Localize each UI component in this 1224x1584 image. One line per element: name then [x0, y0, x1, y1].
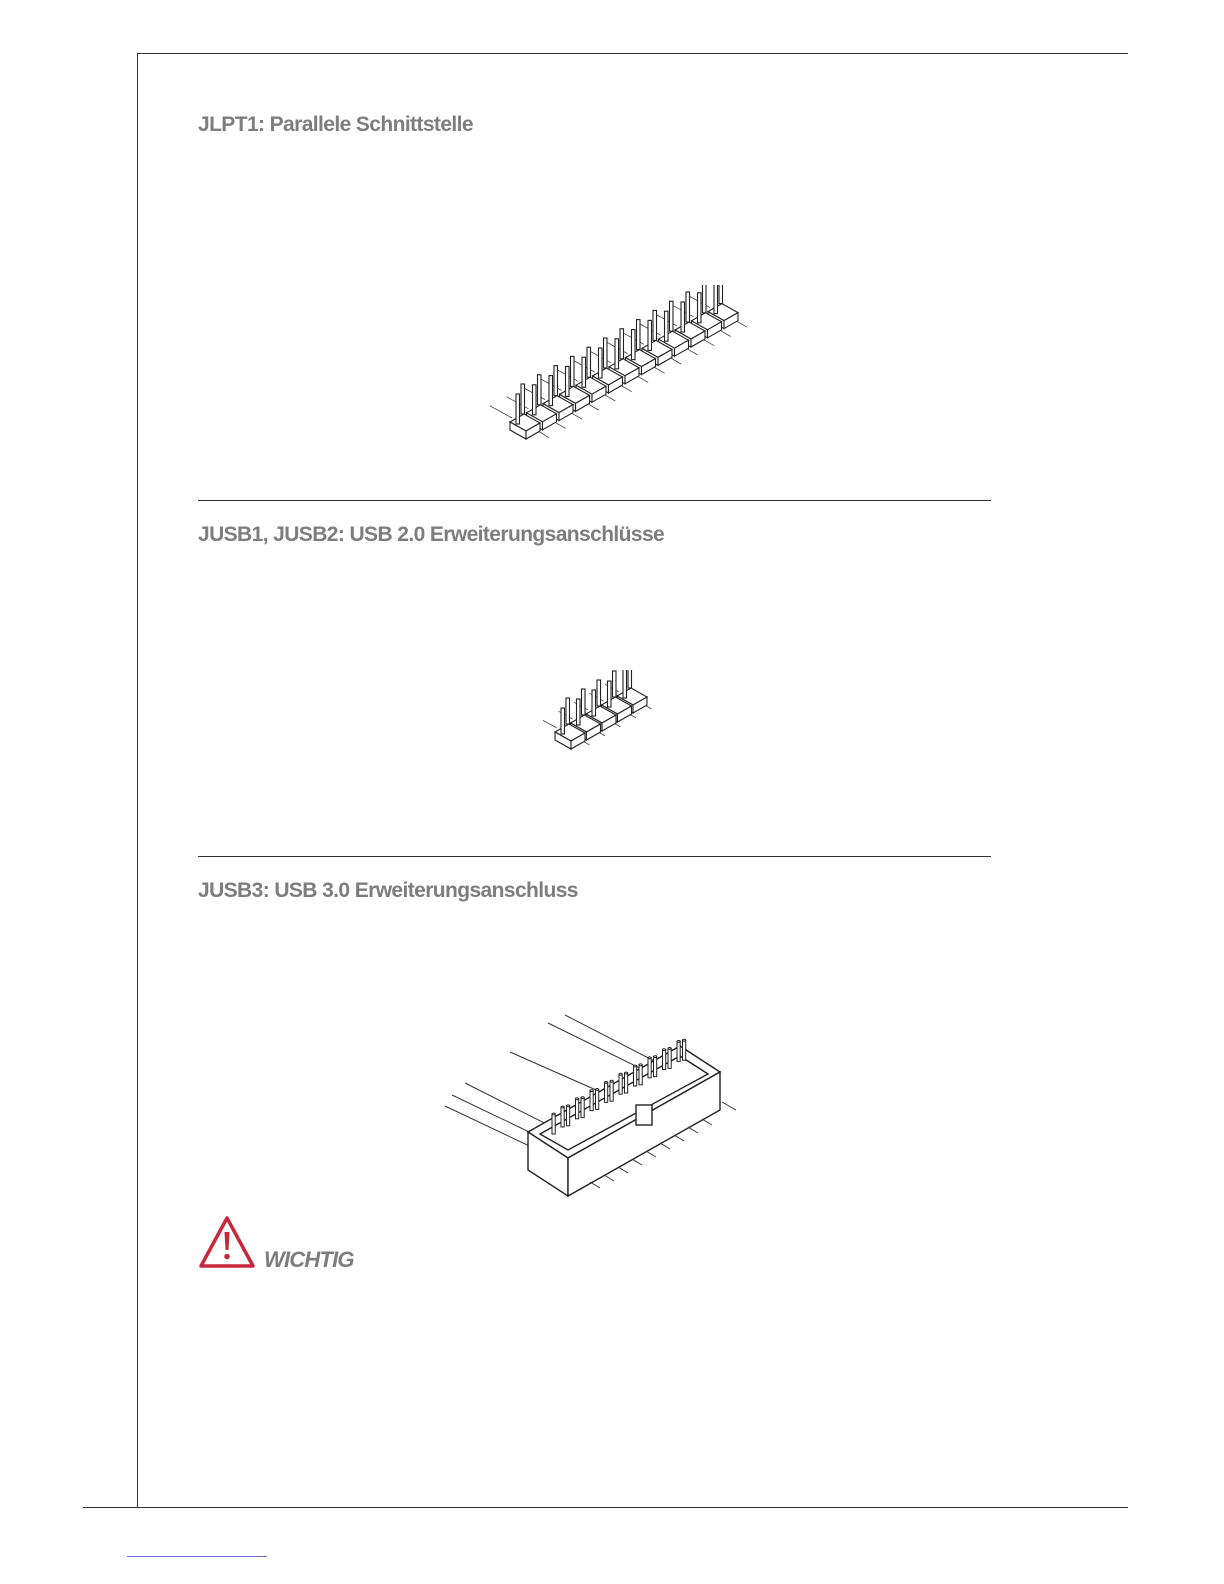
pin [625, 1073, 628, 1093]
jusb3-connector-diagram [440, 1010, 750, 1200]
pin [719, 285, 723, 304]
pin [681, 302, 685, 332]
pin [686, 292, 690, 322]
pin [599, 348, 603, 378]
pin [605, 1082, 608, 1102]
pin [566, 366, 570, 396]
page-frame-bottom-rule [83, 1507, 1128, 1508]
pin [521, 384, 525, 414]
pin-tip [654, 1056, 657, 1058]
pin [615, 339, 619, 369]
jlpt1-connector-diagram [470, 285, 760, 455]
pin [596, 1089, 599, 1109]
pin-tip [567, 1105, 570, 1107]
pin [683, 1040, 686, 1060]
pin-tip [648, 1057, 651, 1059]
pin-tip [576, 1098, 579, 1100]
pin [561, 1107, 564, 1127]
pin [590, 1091, 593, 1111]
pin-tip [619, 1073, 622, 1075]
pin [567, 1106, 570, 1126]
pin [663, 1050, 666, 1070]
section-divider [198, 500, 991, 501]
pin-tip [639, 1064, 642, 1066]
pin [597, 680, 601, 706]
pin [571, 356, 575, 386]
pin [620, 329, 624, 359]
pin [554, 366, 558, 396]
section-title-jlpt1: JLPT1: Parallele Schnittstelle [198, 113, 473, 136]
warning-triangle-icon [197, 1214, 257, 1270]
pin [628, 670, 632, 688]
pin [654, 1057, 657, 1077]
pin [698, 293, 702, 323]
notice-label: WICHTIG [264, 1247, 354, 1272]
pin [516, 394, 520, 424]
pin-tip [596, 1089, 599, 1091]
section-divider [198, 856, 991, 857]
pin-tip [634, 1065, 637, 1067]
page-frame-left-rule [137, 53, 138, 1508]
pin [619, 1074, 622, 1094]
pin [582, 689, 586, 715]
pin [582, 357, 586, 387]
pin-tip [668, 1048, 671, 1050]
pin [623, 670, 627, 698]
pin [577, 699, 581, 725]
pin-tip [663, 1049, 666, 1051]
pin [576, 1099, 579, 1119]
pin [648, 320, 652, 350]
pin [604, 338, 608, 368]
jusb1-jusb2-connector-diagram [525, 670, 675, 770]
pin [677, 1041, 680, 1061]
pin [637, 320, 641, 350]
pin-tip [605, 1082, 608, 1084]
pin [566, 698, 570, 724]
pin [613, 671, 617, 697]
pin-leader-line [543, 720, 557, 728]
jusb3-shroud [528, 1046, 720, 1196]
pin [561, 708, 565, 734]
pin [653, 310, 657, 340]
pin [668, 1048, 671, 1068]
pin [665, 311, 669, 341]
pin [592, 690, 596, 716]
footer-link-underline[interactable] [127, 1556, 267, 1557]
pin [538, 375, 542, 405]
pin [608, 681, 612, 707]
pin [549, 376, 553, 406]
pin-tip [677, 1041, 680, 1043]
pin [703, 285, 707, 313]
pin [639, 1065, 642, 1085]
pin [648, 1058, 651, 1078]
pin-tip [552, 1113, 555, 1115]
pin-tip [625, 1072, 628, 1074]
pin [714, 285, 718, 314]
pin [533, 385, 537, 415]
pin [552, 1114, 555, 1134]
page-frame-top-rule [137, 53, 1128, 54]
pin [634, 1066, 637, 1086]
section-title-jusb1-jusb2: JUSB1, JUSB2: USB 2.0 Erweiterungsanschlüsse [198, 523, 665, 546]
pin-tip [561, 1106, 564, 1108]
pin [581, 1098, 584, 1118]
pin-tip [683, 1039, 686, 1041]
pin-leader-line [490, 406, 512, 418]
pin-tip [581, 1097, 584, 1099]
pin [610, 1081, 613, 1101]
pin [670, 301, 674, 331]
pin-tip [590, 1090, 593, 1092]
pin [587, 347, 591, 377]
pin [632, 330, 636, 360]
pin-tip [610, 1080, 613, 1082]
section-title-jusb3: JUSB3: USB 3.0 Erweiterungsanschluss [198, 879, 578, 902]
